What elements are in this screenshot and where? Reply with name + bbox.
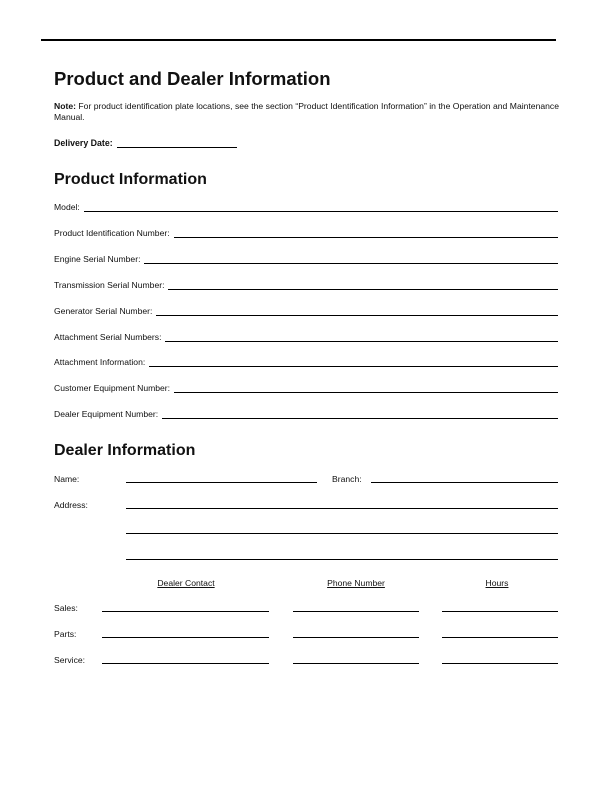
service-row-label: Service: [54, 655, 86, 665]
product-identification-number-field[interactable] [174, 229, 558, 238]
column-header-hours: Hours [485, 578, 509, 588]
column-header-phone-number: Phone Number [327, 578, 385, 588]
service-contact-field[interactable] [102, 663, 269, 664]
sales-phone-field[interactable] [293, 611, 419, 612]
product-field-row [54, 306, 558, 316]
parts-contact-field[interactable] [102, 637, 269, 638]
product-field-label: Attachment Information: [54, 357, 146, 367]
attachment-serial-numbers-field[interactable] [165, 333, 558, 342]
parts-phone-field[interactable] [293, 637, 419, 638]
sales-hours-field[interactable] [442, 611, 558, 612]
dealer-information-heading: Dealer Information [54, 442, 196, 459]
product-field-row [54, 357, 558, 367]
product-field-label: Generator Serial Number: [54, 306, 153, 316]
note-text: For product identification plate locations, see the section “Product Identification Information” in the Operation and Maintenance Manual. [54, 101, 559, 122]
address-line-1-field[interactable] [126, 508, 558, 509]
product-field-row [54, 332, 558, 342]
note-paragraph [54, 101, 559, 122]
page-title: Product and Dealer Information [54, 68, 331, 89]
service-phone-field[interactable] [293, 663, 419, 664]
address-line-3-field[interactable] [126, 559, 558, 560]
transmission-serial-number-field[interactable] [168, 281, 558, 290]
sales-row-label: Sales: [54, 603, 78, 613]
product-information-heading: Product Information [54, 171, 207, 188]
product-field-label: Engine Serial Number: [54, 254, 141, 264]
branch-label: Branch: [332, 474, 362, 484]
address-label: Address: [54, 500, 88, 510]
branch-field[interactable] [371, 482, 558, 483]
delivery-date-field[interactable] [117, 138, 237, 148]
product-field-row [54, 254, 558, 264]
generator-serial-number-field[interactable] [156, 307, 558, 316]
product-field-label: Model: [54, 202, 80, 212]
address-line-2-field[interactable] [126, 533, 558, 534]
parts-row-label: Parts: [54, 629, 77, 639]
product-field-label: Transmission Serial Number: [54, 280, 165, 290]
dealer-name-label: Name: [54, 474, 80, 484]
product-field-label: Product Identification Number: [54, 228, 170, 238]
attachment-information-field[interactable] [149, 358, 558, 367]
product-field-label: Attachment Serial Numbers: [54, 332, 162, 342]
delivery-date-row [54, 138, 237, 148]
top-rule [41, 39, 556, 41]
product-field-row [54, 280, 558, 290]
service-hours-field[interactable] [442, 663, 558, 664]
product-field-label: Dealer Equipment Number: [54, 409, 159, 419]
product-field-row [54, 409, 558, 419]
sales-contact-field[interactable] [102, 611, 269, 612]
model-field[interactable] [84, 203, 558, 212]
parts-hours-field[interactable] [442, 637, 558, 638]
dealer-name-field[interactable] [126, 482, 317, 483]
note-label: Note: [54, 101, 76, 111]
product-field-label: Customer Equipment Number: [54, 383, 171, 393]
product-field-row [54, 228, 558, 238]
customer-equipment-number-field[interactable] [174, 384, 558, 393]
product-field-row [54, 202, 558, 212]
column-header-dealer-contact: Dealer Contact [157, 578, 215, 588]
delivery-date-label: Delivery Date: [54, 138, 113, 148]
product-field-row [54, 383, 558, 393]
dealer-equipment-number-field[interactable] [162, 410, 558, 419]
engine-serial-number-field[interactable] [144, 255, 558, 264]
